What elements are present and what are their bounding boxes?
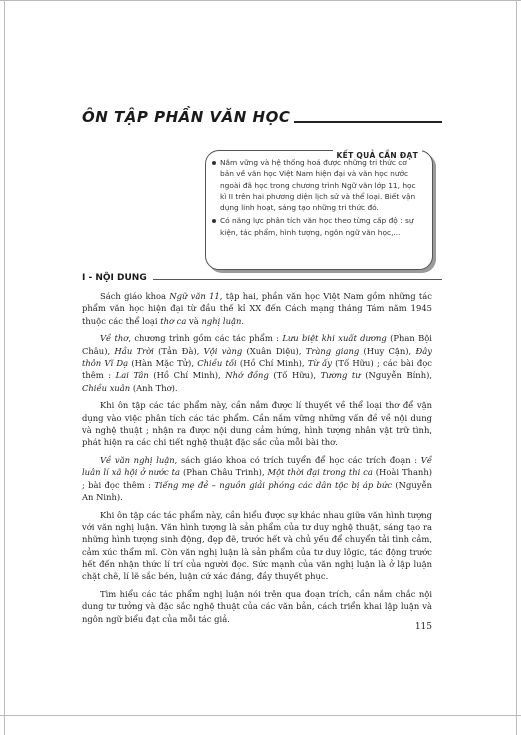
crop-line-left bbox=[4, 0, 5, 735]
text-run: (Hồ Chí Minh), bbox=[148, 370, 226, 381]
italic-run: Tràng giang bbox=[305, 345, 360, 356]
text-run: , tập hai, phần văn học Việt Nam gồm những tác phẩm văn học hiện đại từ đầu thế kỉ XX đến Cách mạng tháng Tám năm 1945 thuộc các thể loại bbox=[82, 291, 432, 326]
italic-run: Đây thôn Vĩ Dạ bbox=[82, 345, 432, 368]
paragraph bbox=[82, 588, 432, 625]
text-run: (Hoài Thanh) ; bài đọc thêm : bbox=[82, 467, 432, 490]
italic-run: Về thơ bbox=[100, 333, 129, 344]
text-run: (Tố Hữu) ; các bài đọc thêm : bbox=[82, 357, 433, 381]
italic-run: Chiều tối bbox=[197, 357, 237, 368]
text-run: (Phan Châu Trinh), bbox=[180, 467, 268, 478]
results-list bbox=[206, 151, 432, 238]
text-run: , chương trình gồm các tác phẩm : bbox=[128, 333, 283, 344]
page-title: ÔN TẬP PHẦN VĂN HỌC bbox=[82, 108, 291, 126]
results-item: Có năng lực phân tích văn học theo từng cấp độ : sự kiện, tác phẩm, hình tượng, ngôn ngữ văn học,... bbox=[220, 215, 422, 238]
text-run: (Nguyễn Bính), bbox=[360, 370, 433, 381]
text-run: Khi ôn tập các tác phẩm này, cần nắm được lí thuyết về thể loại thơ để vận dụng vào việc phân tích các tác phẩm. Cần nắm vững những vấn đề về nội dung và nghệ thuật ; nhận ra được nội dung cảm hứng, hình tượng nhân vật trữ tình, phát hiện ra các chi tiết nghệ thuật đặc sắc của mỗi bài thơ. bbox=[82, 400, 432, 448]
paragraph bbox=[82, 454, 432, 503]
paragraph bbox=[82, 509, 432, 583]
body-text bbox=[82, 290, 432, 630]
crop-line-right bbox=[516, 0, 517, 735]
italic-run: thơ ca bbox=[160, 315, 187, 326]
results-box-title: KẾT QUẢ CẦN ĐẠT bbox=[336, 151, 418, 160]
section-rule bbox=[153, 279, 442, 280]
text-run: (Nguyễn An Ninh). bbox=[82, 479, 432, 502]
title-row bbox=[82, 104, 442, 126]
italic-run: Chiều xuân bbox=[82, 382, 131, 393]
section-heading: I - NỘI DUNG bbox=[82, 273, 147, 283]
results-item: Nắm vững và hệ thống hoá được những tri thức cơ bản về văn học Việt Nam hiện đại và văn học nước ngoài đã học trong chương trình Ngữ văn lớp 11, học kì II trên hai phương diện lịch sử và thể loại. Biết vận dụng linh hoạt, sáng tạo những tri thức đó. bbox=[220, 157, 422, 213]
paragraph bbox=[82, 332, 432, 393]
italic-run: Từ ấy bbox=[307, 357, 332, 368]
text-run: và bbox=[186, 315, 202, 326]
paragraph bbox=[82, 290, 432, 327]
italic-run: Về luân lí xã hội ở nước ta bbox=[82, 455, 432, 478]
italic-run: Ngữ văn 11 bbox=[169, 291, 220, 301]
page-number: 115 bbox=[414, 622, 432, 632]
crop-line-top bbox=[0, 0, 521, 1]
italic-run: Hầu Trời bbox=[114, 345, 154, 356]
text-run: (Anh Thơ). bbox=[130, 382, 178, 393]
text-run: (Huy Cận), bbox=[359, 345, 416, 356]
text-run: (Phan Bội Châu), bbox=[82, 333, 432, 356]
italic-run: Tiếng mẹ đẻ – nguồn giải phóng các dân tộc bị áp bức bbox=[154, 479, 393, 490]
results-box bbox=[205, 150, 433, 270]
text-run: Khi ôn tập các tác phẩm này, cần hiểu được sự khác nhau giữa văn hình tượng với văn nghị luận. Văn hình tượng là sản phẩm của tư duy nghệ thuật, sáng tạo ra những hình tượng sinh động, đẹp đẽ, trước hết và chủ yếu để chuyển tải tình cảm, cảm xúc thẩm mĩ. Còn văn nghị luận là sản phẩm của tư duy lôgic, tác động trước hết đến nhận thức lí trí của người đọc. Sức mạnh của văn nghị luận là ở lập luận chặt chẽ, lí lẽ sắc bén, luận cứ xác đáng, đầy thuyết phục. bbox=[82, 509, 432, 582]
section-heading-row bbox=[82, 267, 442, 283]
text-run: . bbox=[241, 315, 245, 326]
italic-run: Nhớ đồng bbox=[225, 370, 269, 381]
title-rule bbox=[294, 121, 442, 123]
text-run: (Hàn Mặc Tử), bbox=[128, 357, 198, 368]
text-run: (Tản Đà), bbox=[153, 345, 204, 356]
italic-run: Tương tư bbox=[320, 370, 361, 381]
text-run: Tìm hiểu các tác phẩm nghị luận nói trên qua đoạn trích, cần nắm chắc nội dung tư tưởng và đặc sắc nghệ thuật của các văn bản, cách triển khai lập luận và ngôn ngữ biểu đạt của mỗi tác giả. bbox=[82, 589, 432, 624]
text-run: (Xuân Diệu), bbox=[242, 345, 306, 356]
text-run: (Hồ Chí Minh), bbox=[236, 357, 308, 368]
italic-run: Vội vàng bbox=[203, 345, 243, 356]
italic-run: nghị luận bbox=[201, 315, 242, 326]
italic-run: Một thời đại trong thi ca bbox=[267, 467, 373, 478]
paragraph bbox=[82, 399, 432, 448]
italic-run: Lai Tân bbox=[115, 370, 149, 381]
text-run: (Tố Hữu), bbox=[268, 370, 321, 381]
italic-run: Lưu biệt khi xuất dương bbox=[282, 333, 387, 344]
italic-run: Về văn nghị luận bbox=[100, 455, 175, 466]
text-run: , sách giáo khoa có trích tuyển để học các trích đoạn : bbox=[174, 455, 421, 466]
text-run: Sách giáo khoa bbox=[100, 291, 170, 301]
crop-line-bottom bbox=[0, 715, 521, 716]
